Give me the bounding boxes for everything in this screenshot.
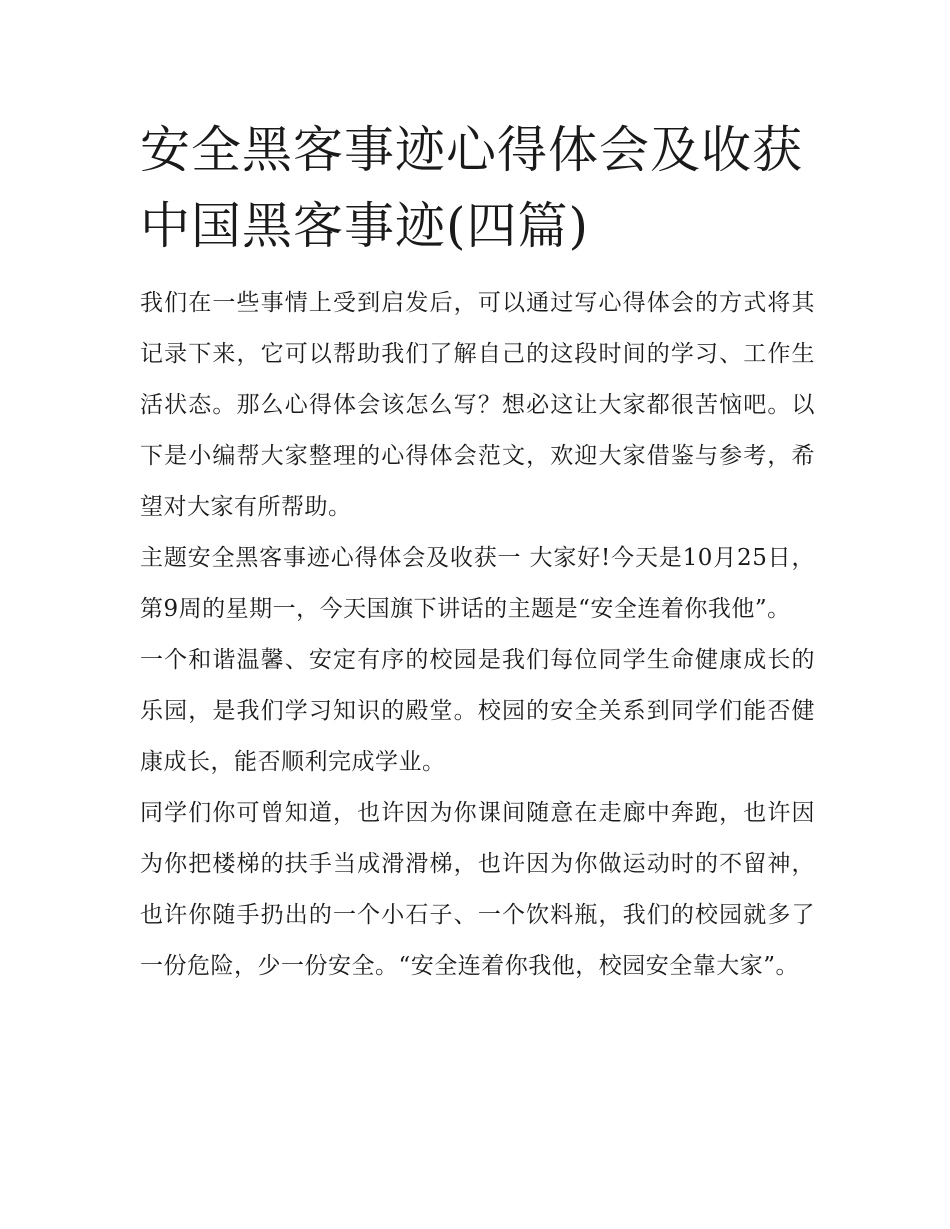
document-title: 安全黑客事迹心得体会及收获中国黑客事迹(四篇) [140, 121, 803, 255]
document-page [140, 112, 815, 992]
paragraph-topic: 主题安全黑客事迹心得体会及收获一 大家好!今天是10月25日，第9周的星期一，今天国旗下讲话的主题是“安全连着你我他”。 [140, 545, 815, 622]
paragraph-intro: 我们在一些事情上受到启发后，可以通过写心得体会的方式将其记录下来，它可以帮助我们了解自己的这段时间的学习、工作生活状态。那么心得体会该怎么写？想必这让大家都很苦恼吧。以下是小编帮大家整理的心得体会范文，欢迎大家借鉴与参考，希望对大家有所帮助。 [140, 290, 815, 520]
paragraph-campus: 一个和谐温馨、安定有序的校园是我们每位同学生命健康成长的乐园，是我们学习知识的殿堂。校园的安全关系到同学们能否健康成长，能否顺利完成学业。 [140, 647, 815, 775]
paragraph-safety: 同学们你可曾知道，也许因为你课间随意在走廊中奔跑，也许因为你把楼梯的扶手当成滑滑梯，也许因为你做运动时的不留神，也许你随手扔出的一个小石子、一个饮料瓶，我们的校园就多了一份危险，少一份安全。“安全连着你我他，校园安全靠大家”。 [140, 800, 815, 979]
